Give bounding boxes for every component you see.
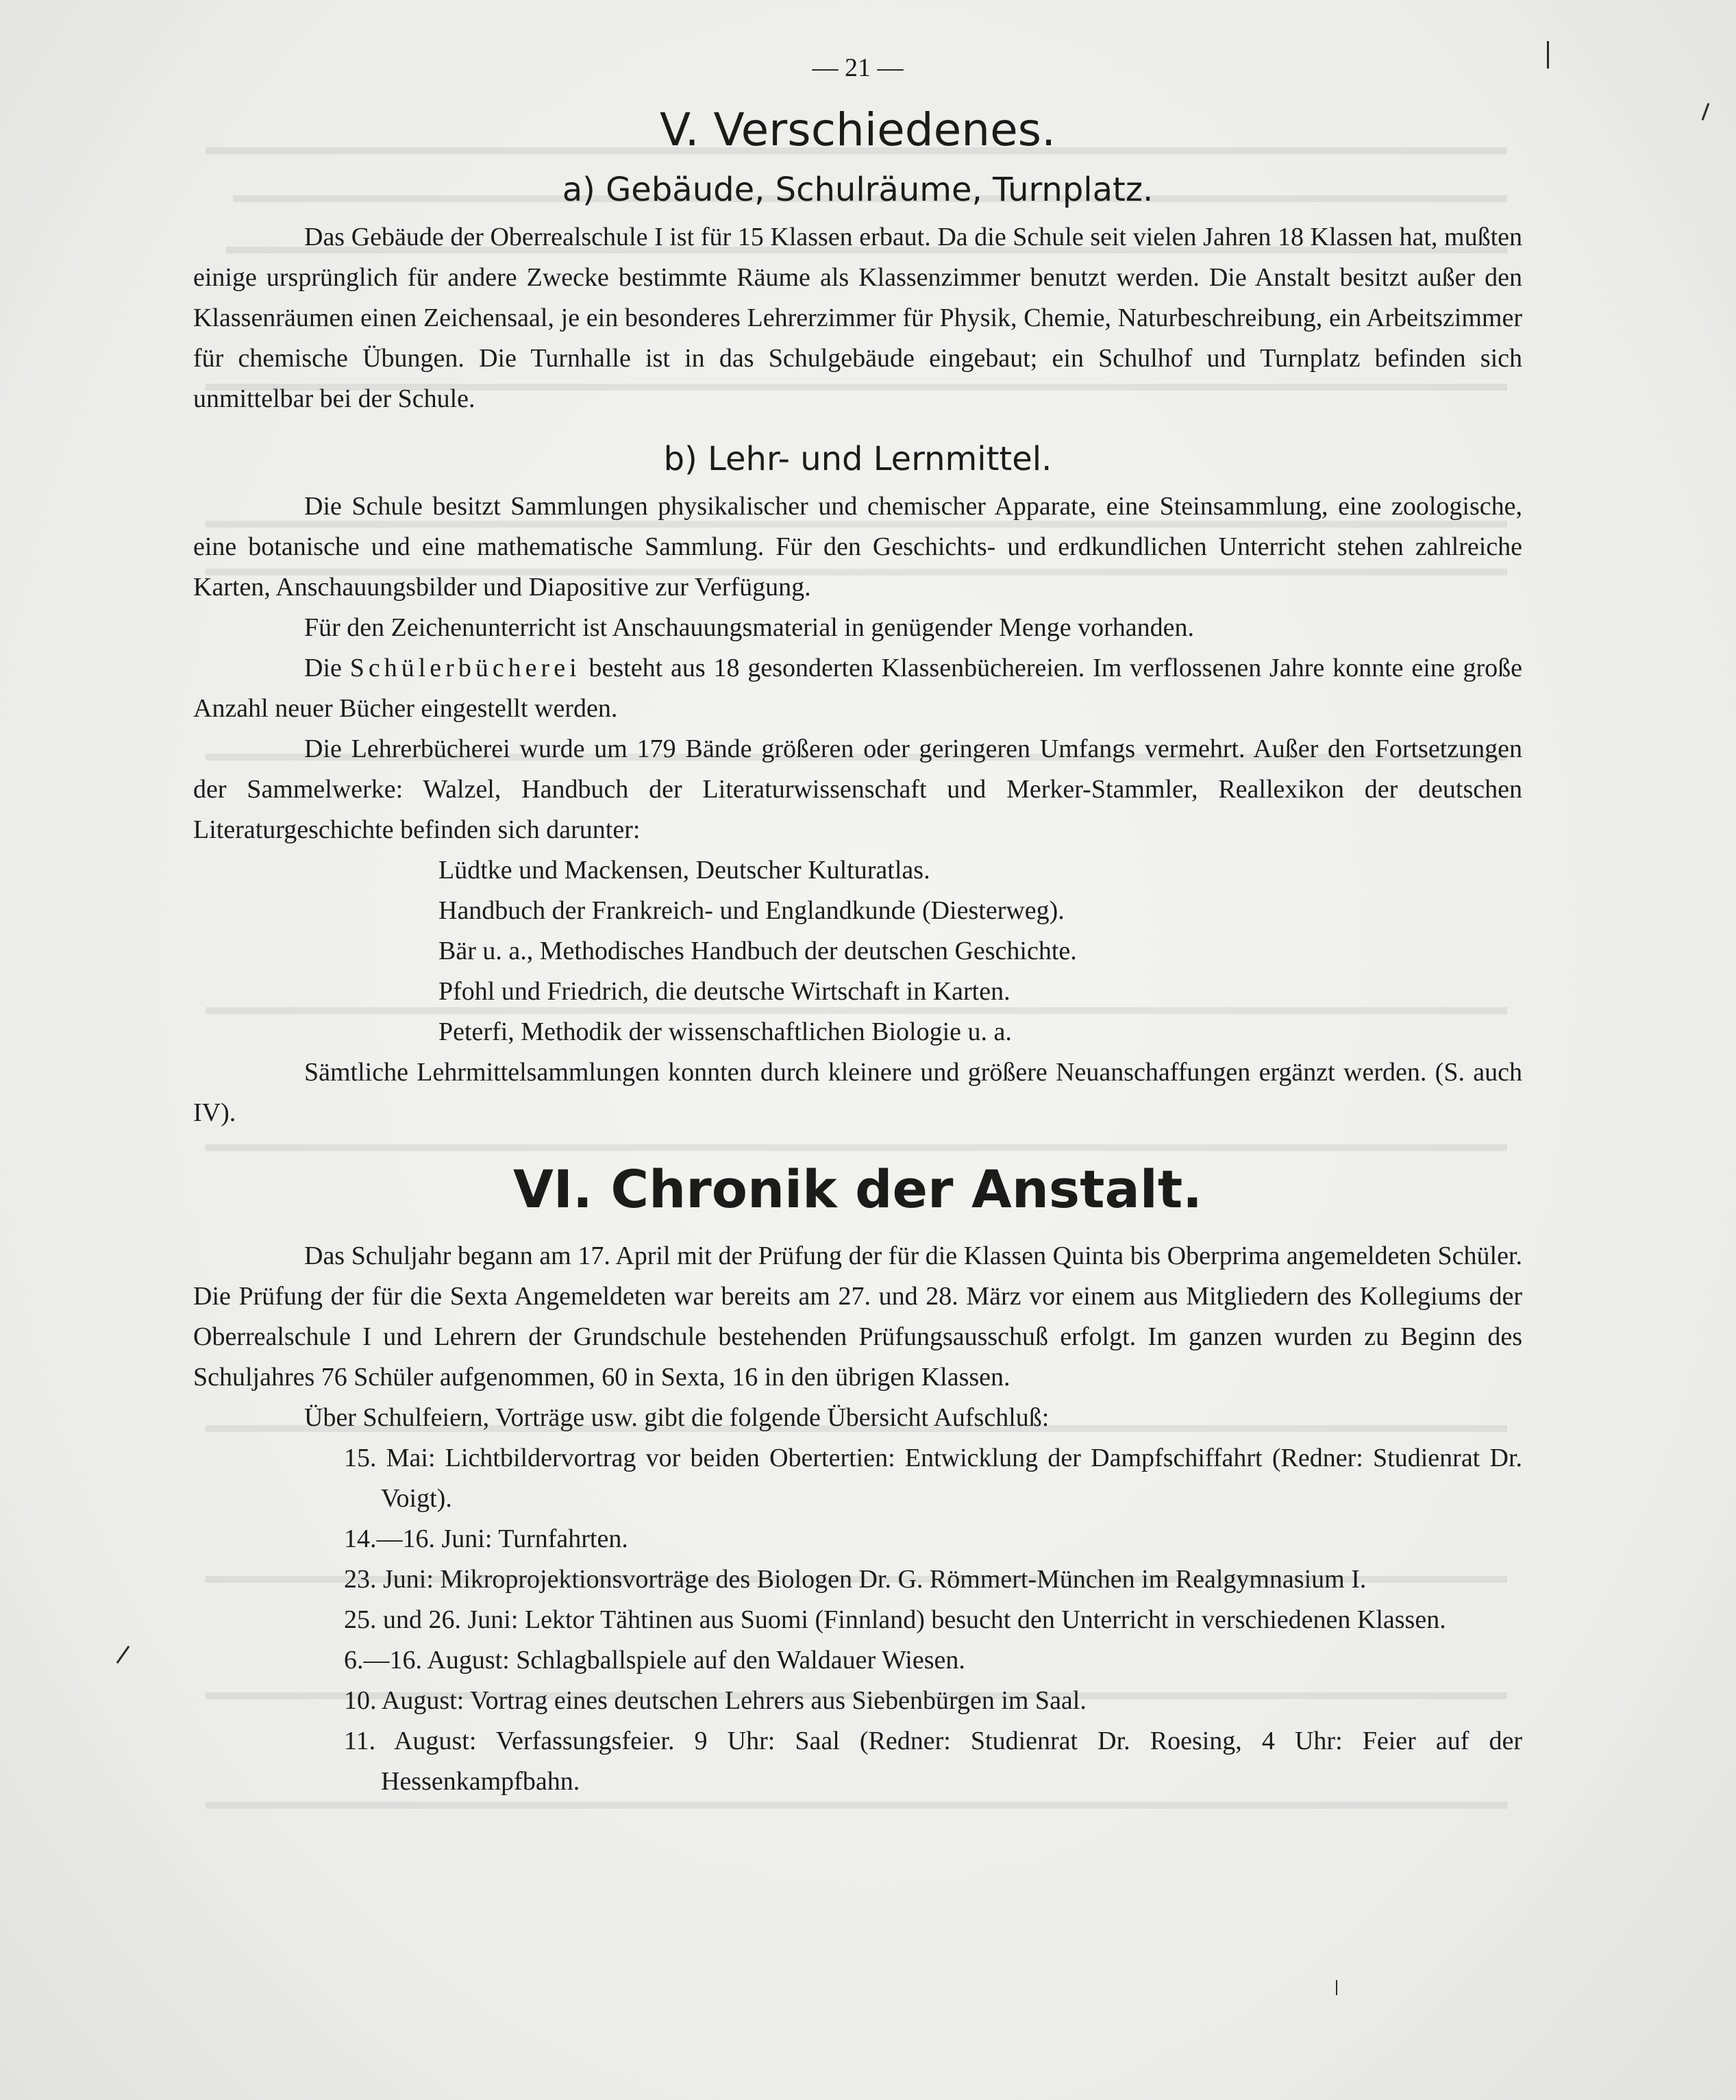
subsection-a-heading: a) Gebäude, Schulräume, Turnplatz. [562, 171, 1154, 209]
book-list [193, 850, 1522, 1052]
page-content [193, 48, 1522, 1802]
teacher-library-paragraph: Die Lehrerbücherei wurde um 179 Bände größeren oder geringeren Umfangs vermehrt. Außer den Fortsetzungen der Sammelwerke: Walzel, Handbuch der Literaturwissenschaft und Merker-Stammler, Reallexikon der deutschen Literaturgeschichte befinden sich darunter: [193, 734, 1522, 844]
scan-mark [1702, 103, 1710, 120]
pupil-library-lead: Die [304, 654, 342, 682]
scan-mark [1547, 41, 1549, 69]
book-item: Peterfi, Methodik der wissenschaftlichen Biologie u. a. [438, 1017, 1012, 1046]
event-item: 11. August: Verfassungsfeier. 9 Uhr: Saal (Redner: Studienrat Dr. Roesing, 4 Uhr: Feier auf der Hessenkampfbahn. [344, 1727, 1522, 1796]
subsection-b-heading: b) Lehr- und Lernmittel. [663, 440, 1052, 478]
event-item: 6.—16. August: Schlagballspiele auf den Waldauer Wiesen. [344, 1646, 965, 1675]
section-vi-title: VI. Chronik der Anstalt. [512, 1159, 1203, 1220]
book-item: Bär u. a., Methodisches Handbuch der deutschen Geschichte. [438, 937, 1077, 965]
school-year-paragraph: Das Schuljahr begann am 17. April mit der Prüfung der für die Klassen Quinta bis Oberprima angemeldeten Schüler. Die Prüfung der für die Sexta Angemeldeten war bereits am 27. und 28. März vor einem aus Mitgliedern des Kollegiums der Oberrealschule I und Lehrern der Grundschule bestehenden Prüfungsausschuß erfolgt. Im ganzen wurden zu Beginn des Schuljahres 76 Schüler aufgenommen, 60 in Sexta, 16 in den übrigen Klassen. [193, 1242, 1522, 1392]
pupil-library-term: Schülerbücherei [349, 654, 581, 682]
drawing-material-paragraph: Für den Zeichenunterricht ist Anschauungsmaterial in genügender Menge vorhanden. [304, 613, 1194, 642]
pupil-library-paragraph [193, 648, 1522, 729]
subsection-a-paragraph: Das Gebäude der Oberrealschule I ist für 15 Klassen erbaut. Da die Schule seit vielen Jahren 18 Klassen hat, mußten einige ursprünglich für andere Zwecke bestimmte Räume als Klassenzimmer benutzt werden. Die Anstalt besitzt außer den Klassenräumen einen Zeichensaal, je ein besonderes Lehrerzimmer für Physik, Chemie, Naturbeschreibung, ein Arbeitszimmer für chemische Übungen. Die Turnhalle ist in das Schulgebäude eingebaut; ein Schulhof und Turnplatz befinden sich unmittelbar bei der Schule. [193, 223, 1522, 413]
event-item: 15. Mai: Lichtbildervortrag vor beiden Obertertien: Entwicklung der Dampfschiffahrt (Redner: Studienrat Dr. Voigt). [344, 1444, 1522, 1513]
event-item: 23. Juni: Mikroprojektionsvorträge des Biologen Dr. G. Römmert-München im Realgymnasium I. [344, 1565, 1367, 1594]
section-v-title: V. Verschiedenes. [659, 103, 1056, 156]
scan-mark [1336, 1980, 1337, 1995]
pupil-library-rest: besteht aus 18 gesonderten Klassenbüchereien. Im verflossenen Jahre konnte eine große Anzahl neuer Bücher eingestellt werden. [193, 654, 1523, 723]
events-list [193, 1438, 1522, 1802]
scan-mark [116, 1646, 130, 1664]
acquisitions-paragraph: Sämtliche Lehrmittelsammlungen konnten durch kleinere und größere Neuanschaffungen ergänzt werden. (S. auch IV). [193, 1058, 1522, 1127]
events-intro-paragraph: Über Schulfeiern, Vorträge usw. gibt die folgende Übersicht Aufschluß: [304, 1403, 1050, 1432]
event-item: 14.—16. Juni: Turnfahrten. [344, 1524, 628, 1553]
book-item: Pfohl und Friedrich, die deutsche Wirtschaft in Karten. [438, 977, 1010, 1006]
event-item: 10. August: Vortrag eines deutschen Lehrers aus Siebenbürgen im Saal. [344, 1686, 1087, 1715]
event-item: 25. und 26. Juni: Lektor Tähtinen aus Suomi (Finnland) besucht den Unterricht in verschiedenen Klassen. [344, 1605, 1446, 1634]
book-item: Lüdtke und Mackensen, Deutscher Kulturatlas. [438, 856, 930, 885]
collections-paragraph: Die Schule besitzt Sammlungen physikalischer und chemischer Apparate, eine Steinsammlung, eine zoologische, eine botanische und eine mathematische Sammlung. Für den Geschichts- und erdkundlichen Unterricht stehen zahlreiche Karten, Anschauungsbilder und Diapositive zur Verfügung. [193, 492, 1522, 602]
page-number: — 21 — [812, 53, 904, 82]
book-item: Handbuch der Frankreich- und Englandkunde (Diesterweg). [438, 896, 1065, 925]
